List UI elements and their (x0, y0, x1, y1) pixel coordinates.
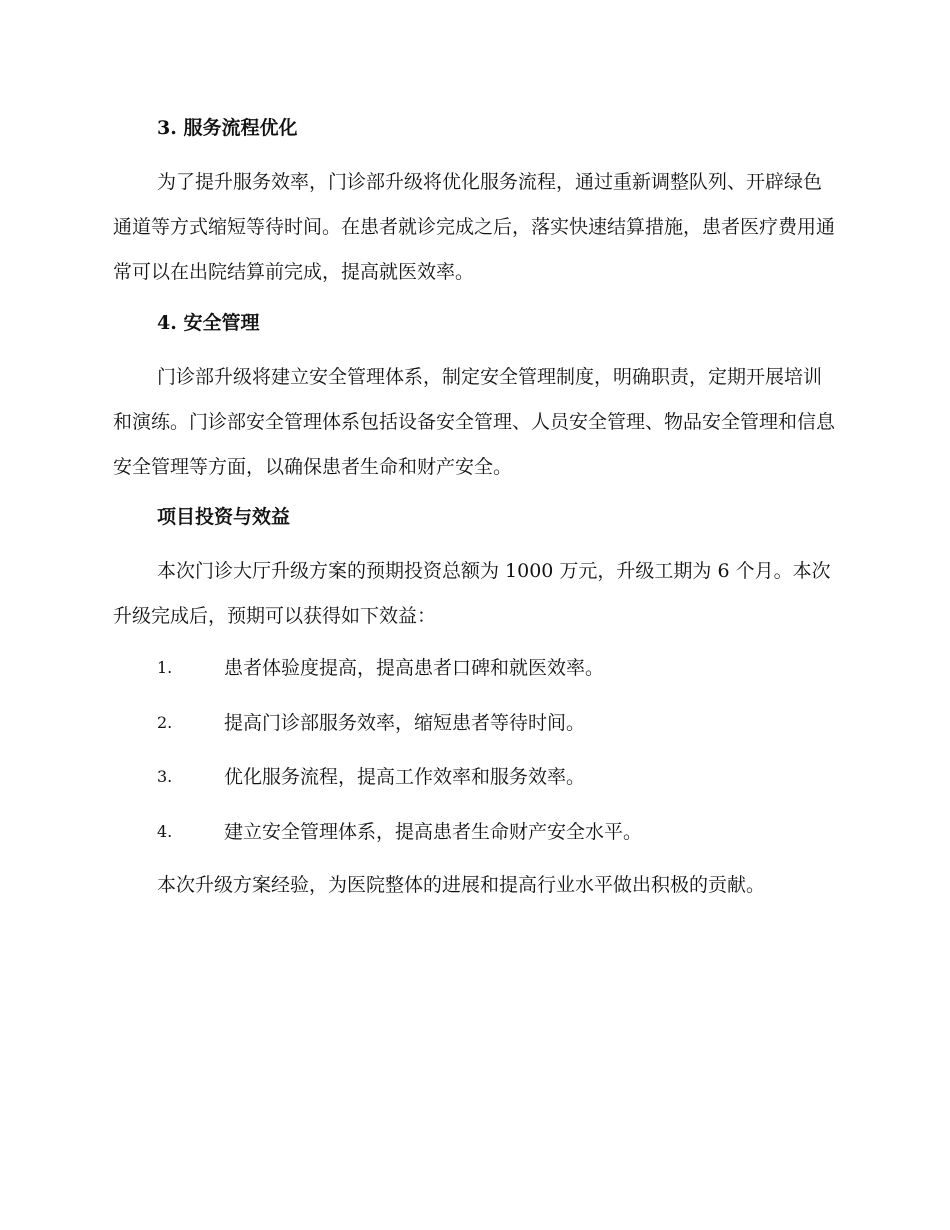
paragraph-conclusion: 本次升级方案经验，为医院整体的进展和提高行业水平做出积极的贡献。 (157, 874, 766, 896)
list-item-number: 4. (157, 822, 173, 841)
list-item-number: 1. (157, 658, 173, 677)
list-item (0, 762, 950, 792)
paragraph-investment: 本次门诊大厅升级方案的预期投资总额为 1000 万元，升级工期为 6 个月。本次升级完成后，预期可以获得如下效益： (113, 560, 831, 627)
section-heading-safety: 4. 安全管理 (157, 312, 260, 334)
list-item-text: 建立安全管理体系，提高患者生命财产安全水平。 (224, 821, 643, 843)
list-item-number: 3. (157, 767, 173, 786)
list-item (0, 817, 950, 847)
list-item-text: 患者体验度提高，提高患者口碑和就医效率。 (224, 657, 605, 679)
list-item (0, 708, 950, 738)
list-item (0, 653, 950, 683)
list-item-text: 提高门诊部服务效率，缩短患者等待时间。 (224, 712, 586, 734)
section-heading-investment: 项目投资与效益 (157, 506, 291, 528)
list-item-text: 优化服务流程，提高工作效率和服务效率。 (224, 766, 586, 788)
list-item-number: 2. (157, 713, 173, 732)
paragraph-service-flow: 为了提升服务效率，门诊部升级将优化服务流程，通过重新调整队列、开辟绿色通道等方式缩短等待时间。在患者就诊完成之后，落实快速结算措施，患者医疗费用通常可以在出院结算前完成，提高就医效率。 (113, 171, 836, 283)
paragraph-safety: 门诊部升级将建立安全管理体系，制定安全管理制度，明确职责，定期开展培训和演练。门诊部安全管理体系包括设备安全管理、人员安全管理、物品安全管理和信息安全管理等方面，以确保患者生命和财产安全。 (113, 366, 836, 478)
section-heading-service-flow: 3. 服务流程优化 (157, 117, 298, 139)
